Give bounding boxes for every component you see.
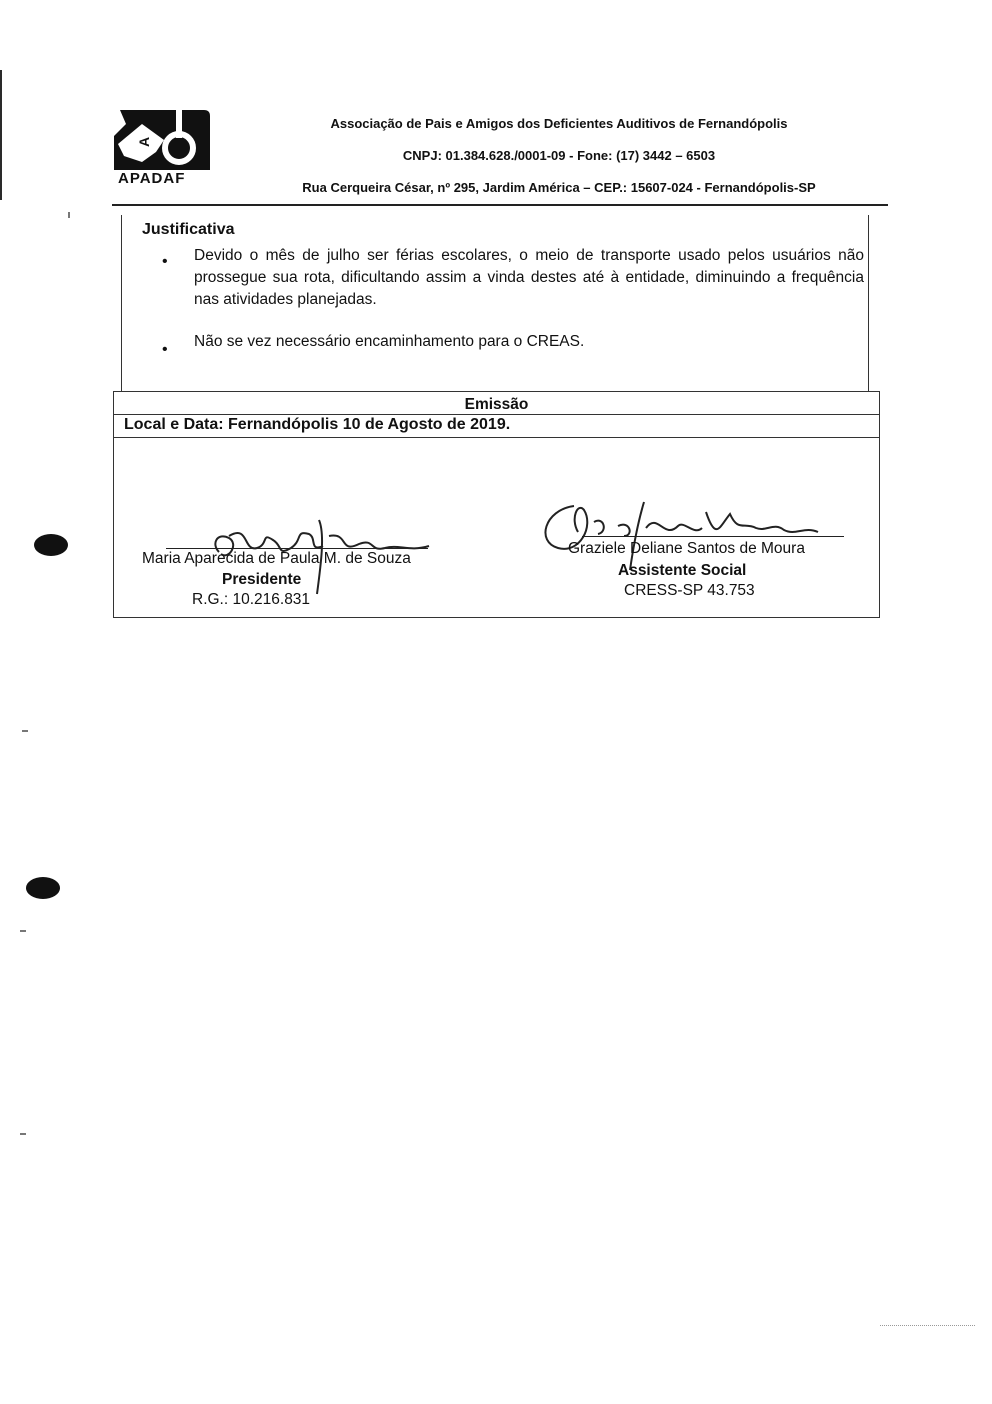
table-rule [114,437,879,438]
signature-right [534,492,834,572]
local-data: Local e Data: Fernandópolis 10 de Agosto de 2019. [124,416,511,433]
justificativa-bullet: Devido o mês de julho ser férias escolares, o meio de transporte usado pelos usuários não prossegue sua rota, dificultando assim a vinda destes até à entidade, diminuindo a frequência nas atividades planejadas. [194,247,864,308]
address: Rua Cerqueira César, nº 295, Jardim América – CEP.: 15607-024 - Fernandópolis-SP [302,180,816,195]
section-title: Emissão [464,396,529,413]
signature-line [582,536,844,537]
signatory-role: Presidente [222,571,302,588]
bullet-icon: • [162,341,168,358]
scan-edge-mark [880,1325,975,1326]
signatory-name: Graziele Deliane Santos de Moura [568,540,805,557]
scan-page-edge [0,70,12,200]
justificativa-bullet: Não se vez necessário encaminhamento para o CREAS. [194,333,585,350]
punch-hole-bottom [26,877,60,899]
organization-name: Associação de Pais e Amigos dos Deficientes Auditivos de Fernandópolis [330,116,788,131]
emissao-section [113,391,880,618]
bullet-icon: • [162,253,168,270]
signatory-name: Maria Aparecida de Paula M. de Souza [142,550,411,567]
punch-hole-top [34,534,68,556]
scan-speck [20,930,26,932]
signatory-role: Assistente Social [618,562,747,579]
scan-speck [68,212,70,218]
signatory-registration: R.G.: 10.216.831 [192,591,311,608]
cnpj-phone: CNPJ: 01.384.628./0001-09 - Fone: (17) 3442 – 6503 [402,148,716,163]
section-title: Justificativa [142,221,235,238]
svg-text:A: A [136,136,152,147]
scan-speck [22,730,28,732]
signatory-registration: CRESS-SP 43.753 [624,582,755,599]
logo-text: APADAF [118,170,186,187]
signature-line [166,548,428,549]
letterhead [112,106,888,206]
table-rule [114,414,879,415]
header-divider [112,204,888,206]
justificativa-section [121,215,869,392]
scan-speck [20,1133,26,1135]
